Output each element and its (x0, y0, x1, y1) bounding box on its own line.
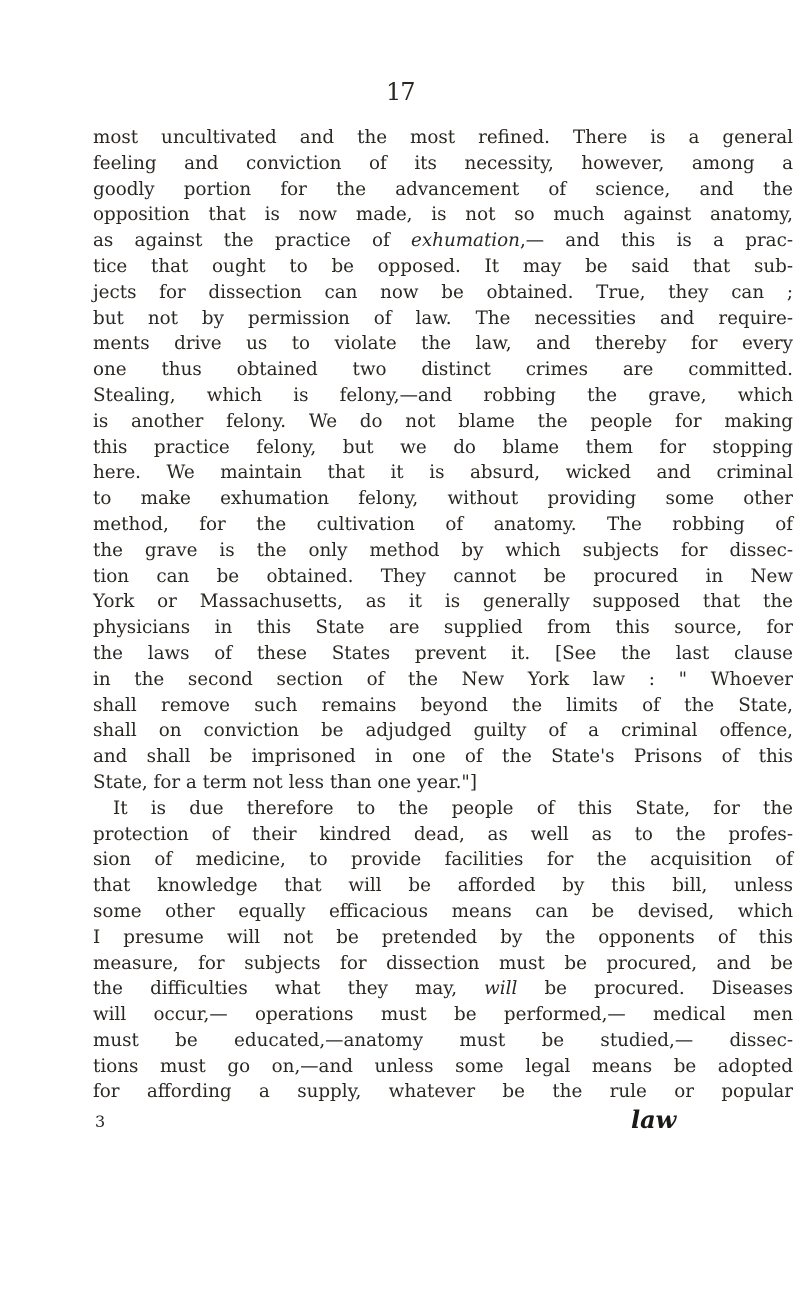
text-line (93, 228, 793, 254)
text-line: and shall be imprisoned in one of the State's Prisons of this (93, 746, 793, 768)
body-text (93, 125, 793, 1105)
text-segment: be procured. Diseases (517, 978, 793, 1000)
text-line: Stealing, which is felony,—and robbing the grave, which (93, 384, 793, 406)
text-line: It is due therefore to the people of this State, for the (113, 797, 793, 819)
text-line: but not by permission of law. The necessities and require- (93, 307, 793, 329)
text-segment: ,— and this is a prac- (519, 230, 793, 252)
text-line: will occur,— operations must be performed,— medical men (93, 1004, 793, 1026)
italic-word: will (484, 978, 518, 1000)
text-line: State, for a term not less than one year."] (93, 771, 477, 793)
text-line: method, for the cultivation of anatomy. The robbing of (93, 513, 793, 535)
text-line: some other equally efficacious means can be devised, which (93, 900, 793, 922)
text-line: the grave is the only method by which subjects for dissec- (93, 539, 793, 561)
text-line: shall on conviction be adjudged guilty of a criminal offence, (93, 720, 793, 742)
text-line: here. We maintain that it is absurd, wicked and criminal (93, 462, 793, 484)
text-line: sion of medicine, to provide facilities for the acquisition of (93, 849, 793, 871)
text-line: goodly portion for the advancement of science, and the (93, 178, 793, 200)
text-line: I presume will not be pretended by the opponents of this (93, 926, 793, 948)
text-line: feeling and conviction of its necessity, however, among a (93, 152, 793, 174)
text-line: jects for dissection can now be obtained. True, they can ; (93, 281, 793, 303)
signature-mark: 3 (95, 1112, 106, 1131)
text-line: in the second section of the New York law : " Whoever (93, 668, 793, 690)
text-line: tions must go on,—and unless some legal means be adopted (93, 1055, 793, 1077)
text-line (93, 976, 793, 1002)
text-segment: the difficulties what they may, (93, 978, 485, 1000)
text-line: is another felony. We do not blame the people for making (93, 410, 793, 432)
text-line: physicians in this State are supplied from this source, for (93, 617, 793, 639)
text-line: one thus obtained two distinct crimes are committed. (93, 359, 793, 381)
text-segment: as against the practice of (93, 230, 412, 252)
page-number: 17 (386, 78, 415, 106)
text-line: opposition that is now made, is not so much against anatomy, (93, 204, 793, 226)
text-line: must be educated,—anatomy must be studied,— dissec- (93, 1029, 793, 1051)
text-line: for affording a supply, whatever be the rule or popular (93, 1081, 793, 1103)
text-line: that knowledge that will be afforded by this bill, unless (93, 875, 793, 897)
text-line: ments drive us to violate the law, and thereby for every (93, 333, 793, 355)
catchword: law (631, 1105, 677, 1134)
text-line: protection of their kindred dead, as well as to the profes- (93, 823, 793, 845)
text-line: York or Massachusetts, as it is generally supposed that the (93, 591, 793, 613)
text-line: shall remove such remains beyond the limits of the State, (93, 694, 793, 716)
text-line: tice that ought to be opposed. It may be said that sub- (93, 255, 793, 277)
text-line: tion can be obtained. They cannot be procured in New (93, 565, 793, 587)
text-line: most uncultivated and the most refined. There is a general (93, 127, 793, 148)
text-line: to make exhumation felony, without providing some other (93, 488, 793, 510)
italic-word: exhumation (411, 230, 520, 252)
text-line: measure, for subjects for dissection must be procured, and be (93, 952, 793, 974)
text-line: this practice felony, but we do blame them for stopping (93, 436, 793, 458)
text-line: the laws of these States prevent it. [See the last clause (93, 642, 793, 664)
